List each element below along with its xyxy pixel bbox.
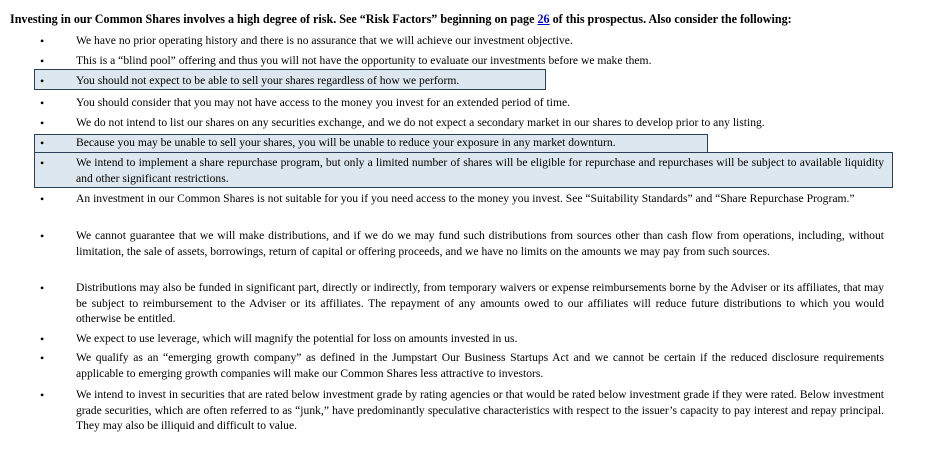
bullet-icon: •: [40, 54, 45, 68]
risk-factors-page-link[interactable]: 26: [537, 12, 550, 26]
bullet-icon: •: [40, 96, 45, 110]
bullet-text: We do not intend to list our shares on any securities exchange, and we do not expect a secondary market in our shares to develop prior to any listing.: [76, 116, 765, 129]
bullet-icon: •: [40, 116, 45, 130]
bullet-text: You should consider that you may not have access to the money you invest for an extended period of time.: [76, 96, 571, 109]
bullet-icon: •: [40, 34, 45, 48]
bullet-icon: •: [40, 281, 45, 295]
bullet-icon: •: [40, 351, 45, 365]
bullet-icon: •: [40, 74, 45, 88]
bullet-text: An investment in our Common Shares is not suitable for you if you need access to the money you invest. See “Suitability Standards” and “Share Repurchase Program.”: [76, 192, 855, 205]
bullet-text: You should not expect to be able to sell your shares regardless of how we perform.: [76, 74, 460, 87]
bullet-icon: •: [40, 229, 45, 243]
bullet-text: We qualify as an “emerging growth company” as defined in the Jumpstart Our Business Startups Act and we cannot be certain if the reduced disclosure requirements applicable to emerging growth companies will make our Common Shares less attractive to investors.: [76, 351, 884, 380]
heading-text-before: Investing in our Common Shares involves a high degree of risk. See “Risk Factors” beginning on page: [10, 12, 538, 26]
bullet-icon: •: [40, 136, 45, 150]
bullet-text: We intend to invest in securities that are rated below investment grade by rating agencies or that would be rated below investment grade if they were rated. Below investment grade securities, which are often referred to as “junk,” have predominantly speculative characteristics with respect to the issuer’s capacity to pay interest and repay principal. They may also be illiquid and difficult to value.: [76, 388, 884, 433]
bullet-text: Distributions may also be funded in significant part, directly or indirectly, from temporary waivers or expense reimbursements borne by the Adviser or its affiliates, that may be subject to reimbursement to the Adviser or its affiliates. The repayment of any amounts owed to our affiliates will reduce future distributions to which you would otherwise be entitled.: [76, 281, 884, 326]
bullet-text: We intend to implement a share repurchase program, but only a limited number of shares will be eligible for repurchase and repurchases will be subject to available liquidity and other significant restrictions.: [76, 156, 884, 185]
bullet-text: We have no prior operating history and there is no assurance that we will achieve our investment objective.: [76, 34, 573, 47]
bullet-text: Because you may be unable to sell your shares, you will be unable to reduce your exposure in any market downturn.: [76, 136, 616, 149]
bullet-icon: •: [40, 192, 45, 206]
heading-text-after: of this prospectus. Also consider the following:: [549, 12, 792, 26]
bullet-text: We expect to use leverage, which will magnify the potential for loss on amounts invested in us.: [76, 332, 518, 345]
bullet-icon: •: [40, 156, 45, 170]
bullet-text: This is a “blind pool” offering and thus you will not have the opportunity to evaluate our investments before we make them.: [76, 54, 652, 67]
bullet-icon: •: [40, 388, 45, 402]
bullet-text: We cannot guarantee that we will make distributions, and if we do we may fund such distributions from sources other than cash flow from operations, including, without limitation, the sale of assets, borrowings, return of capital or offering proceeds, and we have no limits on the amounts we may pay from such sources.: [76, 229, 884, 258]
bullet-icon: •: [40, 332, 45, 346]
